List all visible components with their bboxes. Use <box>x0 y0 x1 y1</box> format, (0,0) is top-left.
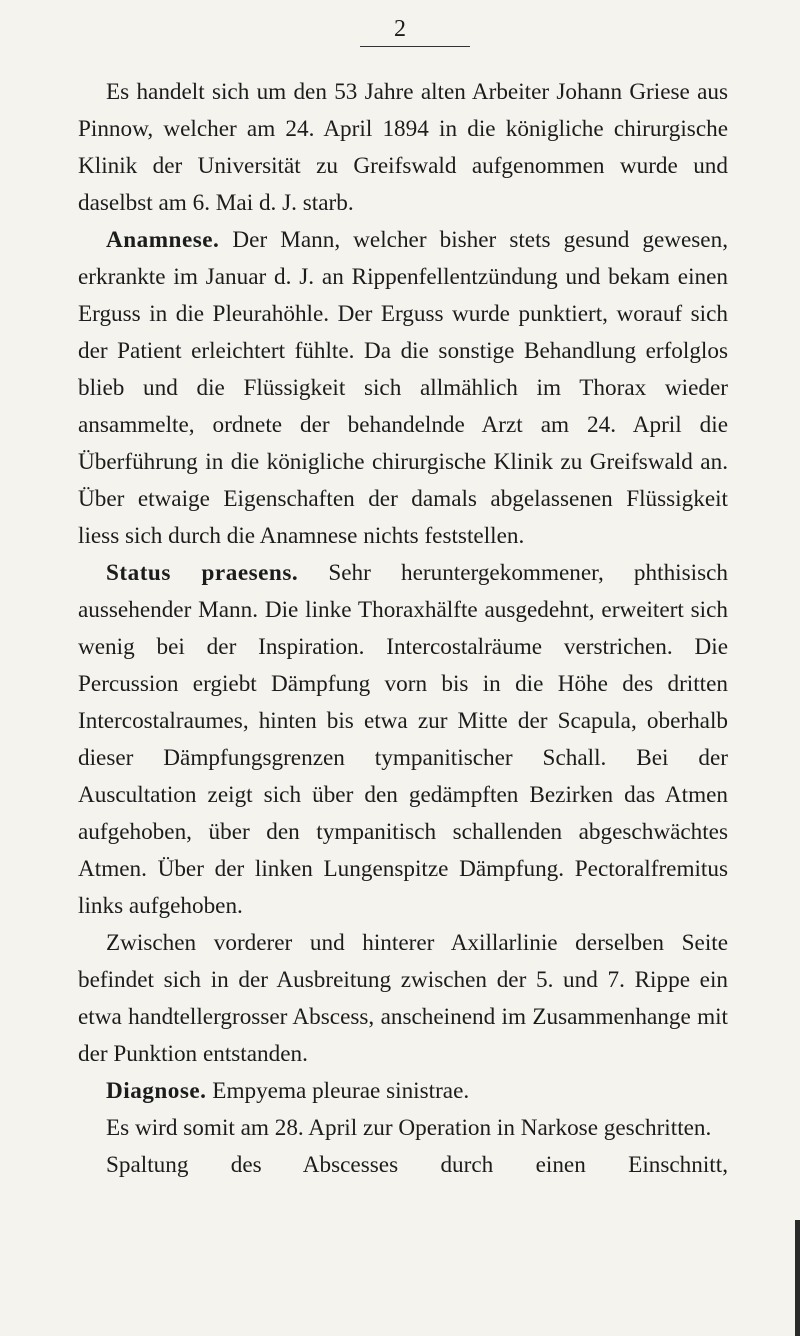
page-edge-shadow <box>795 1220 800 1336</box>
paragraph-text: Es handelt sich um den 53 Jahre alten Arbeiter Johann Griese aus Pinnow, welcher am 24. April 1894 in die königliche chirurgische Klinik der Universität zu Greifswald aufgenommen wurde und daselbst am 6. Mai d. J. starb. <box>78 79 728 216</box>
paragraph-abscess <box>78 925 728 1073</box>
paragraph-spaltung <box>78 1147 728 1184</box>
header-rule <box>360 46 470 47</box>
page-number: 2 <box>394 16 406 42</box>
paragraph-anamnese <box>78 222 728 555</box>
paragraph-intro <box>78 74 728 222</box>
paragraph-diagnose <box>78 1073 728 1110</box>
section-heading-status-praesens: Status praesens. <box>106 560 299 586</box>
paragraph-operation <box>78 1110 728 1147</box>
section-heading-diagnose: Diagnose. <box>106 1078 207 1104</box>
paragraph-text: Empyema pleurae sinistrae. <box>206 1078 470 1104</box>
paragraph-text: Spaltung des Abscesses durch einen Einschnitt, <box>106 1152 728 1178</box>
paragraph-status-praesens <box>78 555 728 925</box>
paragraph-text: Sehr heruntergekommener, phthisisch aussehender Mann. Die linke Thoraxhälfte ausgedehnt, erweitert sich wenig bei der Inspiration. Intercostalräume verstrichen. Die Percussion ergiebt Dämpfung vorn bis in die Höhe des dritten Intercostalraumes, hinten bis etwa zur Mitte der Scapula, oberhalb dieser Dämpfungsgrenzen tympanitischer Schall. Bei der Auscultation zeigt sich über den gedämpften Bezirken das Atmen aufgehoben, über den tympanitisch schallenden abgeschwächtes Atmen. Über der linken Lungenspitze Dämpfung. Pectoralfremitus links aufgehoben. <box>78 560 728 919</box>
body-text <box>78 74 728 1184</box>
paragraph-text: Der Mann, welcher bisher stets gesund gewesen, erkrankte im Januar d. J. an Rippenfellentzündung und bekam einen Erguss in die Pleurahöhle. Der Erguss wurde punktiert, worauf sich der Patient erleichtert fühlte. Da die sonstige Behandlung erfolglos blieb und die Flüssigkeit sich allmählich im Thorax wieder ansammelte, ordnete der behandelnde Arzt am 24. April die Überführung in die königliche chirurgische Klinik zu Greifswald an. Über etwaige Eigenschaften der damals abgelassenen Flüssigkeit liess sich durch die Anamnese nichts feststellen. <box>78 227 728 549</box>
section-heading-anamnese: Anamnese. <box>106 227 220 253</box>
paragraph-text: Zwischen vorderer und hinterer Axillarlinie derselben Seite befindet sich in der Ausbreitung zwischen der 5. und 7. Rippe ein etwa handtellergrosser Abscess, anscheinend im Zusammenhange mit der Punktion entstanden. <box>78 930 728 1067</box>
paragraph-text: Es wird somit am 28. April zur Operation in Narkose geschritten. <box>106 1115 712 1141</box>
